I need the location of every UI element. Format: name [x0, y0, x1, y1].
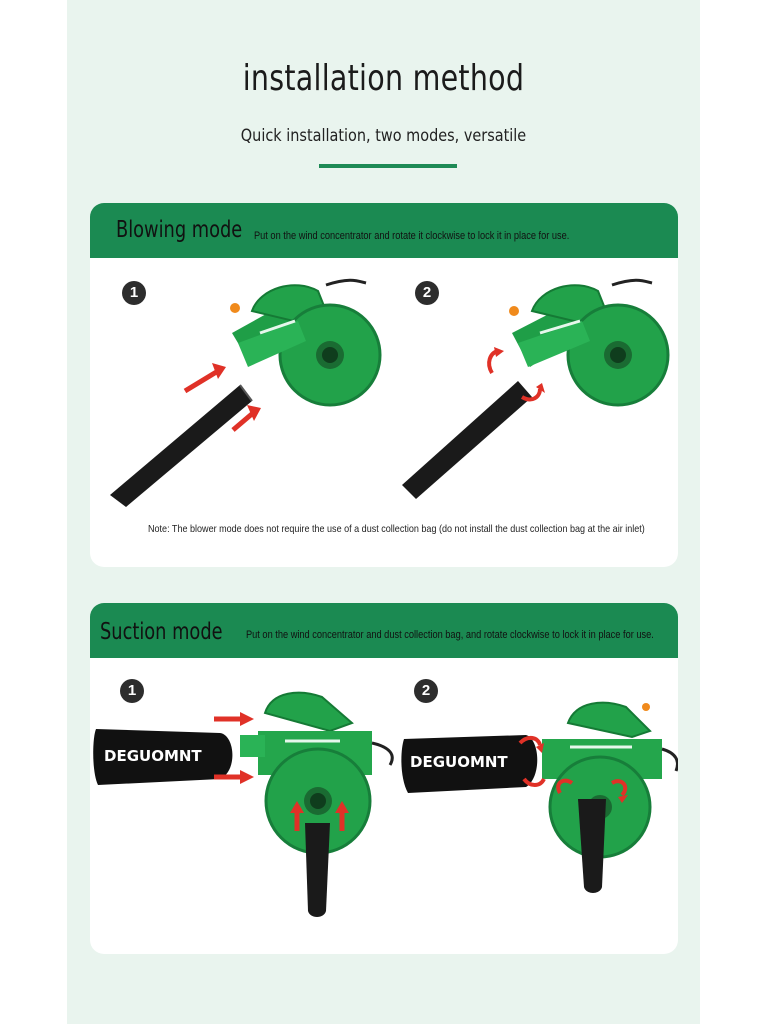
blower-nozzle — [110, 385, 252, 507]
page-subtitle: Quick installation, two modes, versatile — [240, 126, 527, 146]
suction-step-1-illustration — [90, 683, 400, 933]
suction-mode-title: Suction mode — [100, 619, 223, 645]
blowing-mode-note: Note: The blower mode does not require the use of a dust collection bag (do not install the dust collection bag at the air inlet) — [148, 523, 645, 535]
title-divider — [319, 164, 457, 168]
blowing-mode-card — [90, 203, 678, 567]
suction-step-1-badge: 1 — [120, 679, 144, 703]
bag-brand-label: DEGUOMNT — [410, 753, 508, 771]
blower-body — [509, 280, 668, 405]
suction-mode-card — [90, 603, 678, 954]
dust-collection-bag — [401, 735, 537, 793]
dust-collection-bag — [93, 729, 232, 785]
blowing-step-2-illustration — [390, 263, 678, 513]
suction-mode-description: Put on the wind concentrator and dust collection bag, and rotate clockwise to lock it in place for use. — [246, 629, 654, 641]
blowing-step-2-badge: 2 — [415, 281, 439, 305]
blower-nozzle — [305, 823, 330, 917]
blowing-mode-description: Put on the wind concentrator and rotate it clockwise to lock it in place for use. — [254, 230, 570, 242]
blowing-step-1-illustration — [90, 263, 390, 513]
page-title: installation method — [242, 58, 525, 99]
page-panel — [67, 0, 700, 1024]
blower-body — [230, 280, 380, 405]
blowing-mode-title: Blowing mode — [116, 217, 243, 243]
blowing-step-1-badge: 1 — [122, 281, 146, 305]
suction-step-2-illustration — [400, 683, 678, 933]
bag-brand-label: DEGUOMNT — [104, 747, 202, 765]
blower-nozzle — [578, 799, 606, 893]
suction-step-2-badge: 2 — [414, 679, 438, 703]
blower-nozzle — [402, 381, 532, 499]
